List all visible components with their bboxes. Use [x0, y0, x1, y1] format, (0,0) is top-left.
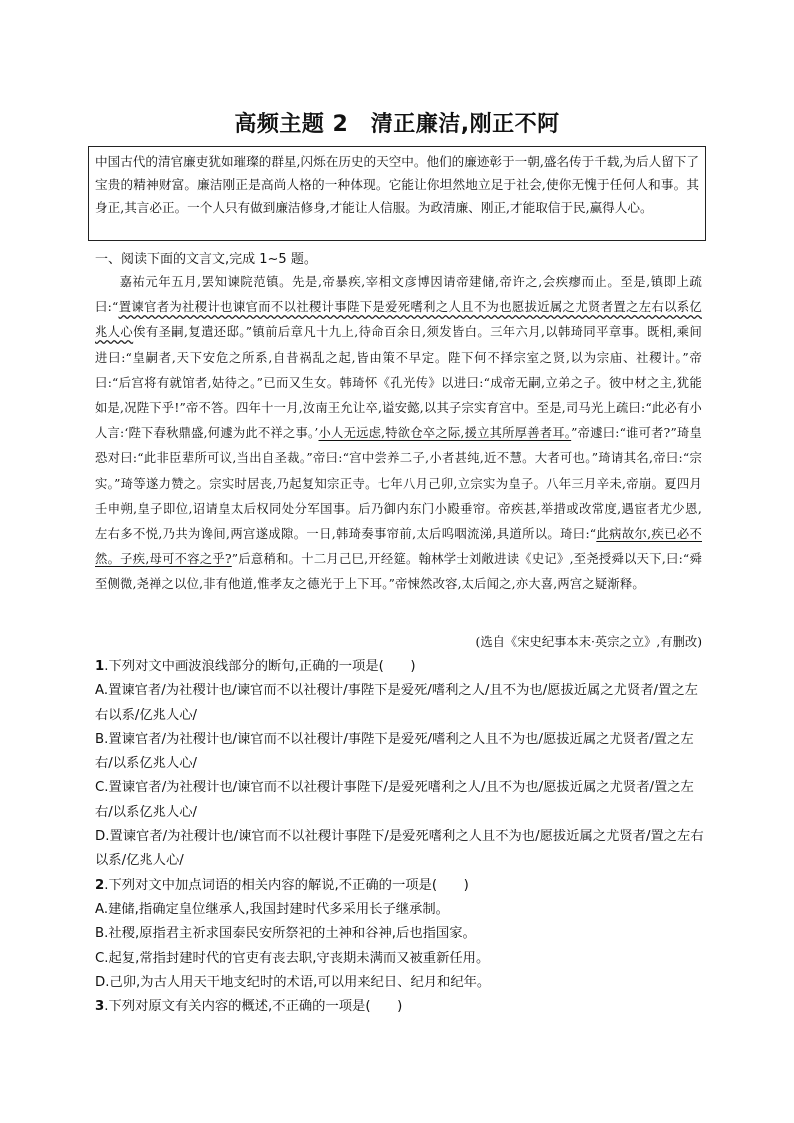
question-text: .下列对文中画波浪线部分的断句,正确的一项是( ) [104, 659, 416, 674]
question-option: D.置谏官者/为社稷计也/谏官而不以社稷计事陛下/是爱死嗜利之人且不为也/愿拔近属之尤贤者/置之左右以系/亿兆人心/ [95, 829, 704, 869]
question-number: 2 [95, 877, 105, 893]
classical-passage [95, 270, 702, 598]
passage-paragraph [95, 270, 702, 598]
question-stem [95, 874, 705, 898]
section-heading: 一、阅读下面的文言文,完成 1~5 题。 [95, 252, 317, 267]
passage-text: 俟有圣嗣,复遣还邸。”镇前后章凡十九上,待命百余日,须发皆白。三年六月,以韩琦同平章事。既相,乘间进曰:“皇嗣者,天下安危之所系,自昔祸乱之起,皆由策不早定。陛下何不择宗室之贤,以为宗庙、社稷计。”帝曰:“后宫将有就馆者,姑待之。”已而又生女。韩琦怀《孔光传》以进曰:“成帝无嗣,立弟之子。彼中材之主,犹能如是,况陛下乎!”帝不答。四年十一月,汝南王允让卒,谥安懿,以其子宗实育宫中。至是,司马光上疏曰:“此必有小人言:‘陛下春秋鼎盛,何遽为此不祥之事。’ [95, 325, 702, 441]
question-text: .下列对文中加点词语的相关内容的解说,不正确的一项是( ) [104, 877, 469, 893]
passage-text: ”帝遽曰:“谁可者?”琦皇恐对曰:“此非臣辈所可议,当出自圣裁。”帝曰:“宫中尝养二子,小者甚纯,近不慧。大者可也。”琦请其名,帝曰:“宗实。”琦等遂力赞之。宗实时居丧,乃起复知宗正寺。七年八月己卯,立宗实为皇子。八年三月辛未,帝崩。夏四月壬申朔,皇子即位,诏请皇太后权同处分军国事。后乃御内东门小殿垂帘。帝疾甚,举措或改常度,遇宦者尤少恩,左右多不悦,乃共为谗间,两宫遂成隙。一日,韩琦奏事帘前,太后呜咽流涕,具道所以。琦曰:“ [95, 426, 703, 542]
question-stem [95, 655, 705, 679]
wavy-underlined-text: 置谏官者为社稷计也谏官而不以社稷计事陛下是爱死嗜利之人且不为也愿拔近属之尤贤者置之左右以系亿兆人心 [95, 300, 702, 340]
question-list [95, 655, 705, 1019]
question-stem [95, 995, 705, 1019]
underlined-text: 小人无远虑,特欲仓卒之际,援立其所厚善者耳。 [318, 426, 572, 441]
intro-box: 中国古代的清官廉吏犹如璀璨的群星,闪烁在历史的天空中。他们的廉迹彰于一朝,盛名传于千载,为后人留下了宝贵的精神财富。廉洁刚正是高尚人格的一种体现。它能让你坦然地立足于社会,使你无愧于任何人和事。其身正,其言必正。一个人只有做到廉洁修身,才能让人信服。为政清廉、刚正,才能取信于民,赢得人心。 [88, 146, 706, 241]
question-option: A.建储,指确定皇位继承人,我国封建时代多采用长子继承制。 [95, 901, 449, 917]
question-option: D.己卯,为古人用天干地支纪时的术语,可以用来纪日、纪月和纪年。 [95, 974, 491, 990]
passage-text: ”后意稍和。十二月己巳,开经筵。翰林学士刘敞进读《史记》,至尧授舜以天下,曰:“舜至侧微,尧禅之以位,非有他道,惟孝友之德光于上下耳。”帝悚然改容,太后闻之,亦大喜,两宫之疑渐释。 [95, 552, 702, 592]
question-option: C.置谏官者/为社稷计也/谏官而不以社稷计事陛下/是爱死嗜利之人/且不为也/愿拔近属之尤贤者/置之左右/以系亿兆人心/ [95, 780, 694, 820]
underlined-text: 此病故尔,疾已必不然。子疾,母可不容之乎? [95, 527, 702, 567]
page-title: 高频主题 2 清正廉洁,刚正不阿 [234, 112, 560, 137]
question-number: 3 [95, 999, 105, 1015]
question-text: .下列对原文有关内容的概述,不正确的一项是( ) [104, 999, 403, 1015]
question-number: 1 [95, 659, 105, 674]
passage-text: 嘉祐元年五月,罢知谏院范镇。先是,帝暴疾,宰相文彦博因请帝建储,帝许之,会疾瘳而止。至是,镇即上疏曰:“ [95, 275, 702, 315]
question-option: B.社稷,原指君主祈求国泰民安所祭祀的土神和谷神,后也指国家。 [95, 926, 476, 942]
passage-source: (选自《宋史纪事本末·英宗之立》,有删改) [475, 635, 702, 649]
question-option: B.置谏官者/为社稷计也/谏官而不以社稷计/事陛下是爱死/嗜利之人且不为也/愿拔近属之尤贤者/置之左右/以系亿兆人心/ [95, 731, 694, 772]
question-option: A.置谏官者/为社稷计也/谏官而不以社稷计/事陛下是爱死/嗜利之人/且不为也/愿拔近属之尤贤者/置之左右以系/亿兆人心/ [95, 683, 698, 723]
question-option: C.起复,常指封建时代的官吏有丧去职,守丧期未满而又被重新任用。 [95, 950, 490, 966]
